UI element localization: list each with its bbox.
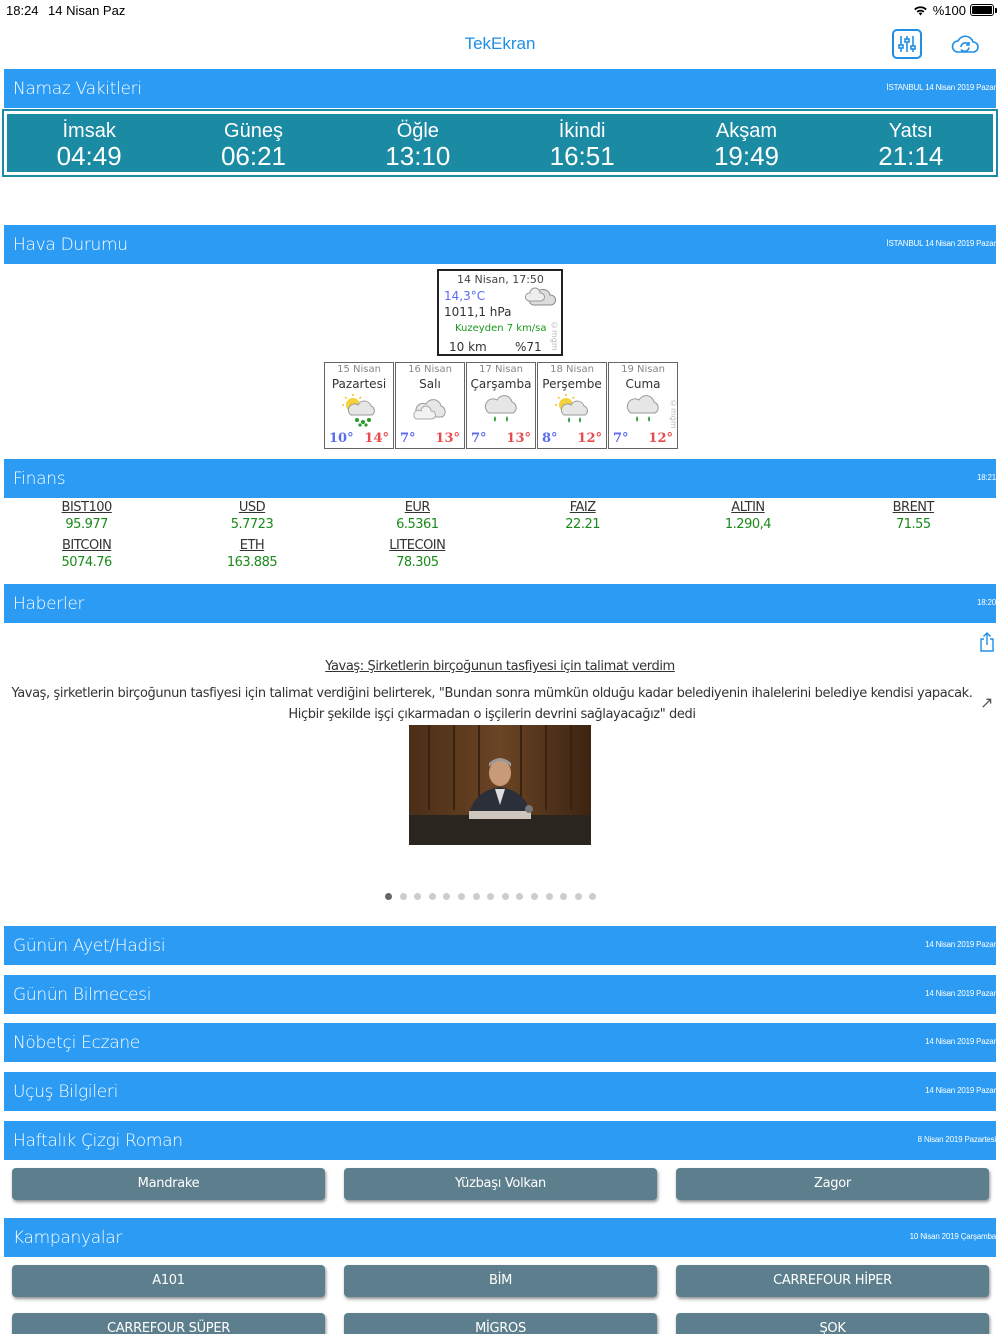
- prayer-name: Güneş: [224, 120, 283, 142]
- finance-item[interactable]: [831, 500, 996, 532]
- section-label: Uçuş Bilgileri: [13, 1082, 119, 1102]
- prayer-name: Öğle: [396, 120, 439, 142]
- forecast-dayname: Perşembe: [542, 377, 602, 391]
- finance-value: 5074.76: [61, 555, 112, 570]
- comic-button-zagor[interactable]: Zagor: [676, 1168, 989, 1200]
- page-dot[interactable]: [546, 893, 553, 900]
- finance-value: 78.305: [396, 555, 439, 570]
- prayer-times-panel: [4, 111, 996, 175]
- cloudy-icon: [525, 285, 557, 309]
- section-meta: İSTANBUL 14 Nisan 2019 Pazar: [886, 83, 996, 92]
- section-meta: 10 Nisan 2019 Çarşamba: [909, 1232, 996, 1241]
- cloud-refresh-icon: [950, 32, 980, 56]
- forecast-high: 12°: [648, 431, 673, 446]
- finance-key[interactable]: BRENT: [892, 500, 934, 515]
- news-pagination[interactable]: [385, 893, 596, 900]
- finance-value: 163.885: [226, 555, 278, 570]
- prayer-name: Akşam: [715, 120, 778, 142]
- page-dot[interactable]: [414, 893, 421, 900]
- weather-forecast: [324, 362, 678, 449]
- prayer-time: 21:14: [878, 141, 944, 171]
- finance-key[interactable]: ETH: [239, 538, 265, 553]
- finance-row: [4, 500, 996, 532]
- finance-item[interactable]: [169, 538, 334, 570]
- prayer-gunes: [171, 114, 335, 172]
- share-icon: [979, 632, 995, 652]
- finance-value: 71.55: [895, 517, 931, 532]
- finance-value: 6.5361: [396, 517, 439, 532]
- rain-icon: [623, 393, 663, 427]
- finance-item[interactable]: [335, 500, 500, 532]
- forecast-date: 17 Nisan: [479, 364, 523, 375]
- share-button[interactable]: [979, 632, 995, 657]
- campaign-button-carrefour-hiper[interactable]: CARREFOUR HİPER: [676, 1265, 989, 1297]
- prayer-name: İkindi: [558, 120, 606, 142]
- page-dot[interactable]: [502, 893, 509, 900]
- prayer-imsak: [7, 114, 171, 172]
- sliders-icon: [897, 34, 917, 54]
- page-dot[interactable]: [385, 893, 392, 900]
- forecast-dayname: Çarşamba: [470, 377, 532, 391]
- status-time: 18:24: [6, 3, 39, 18]
- prayer-ikindi: [500, 114, 664, 172]
- section-label: Haftalık Çizgi Roman: [13, 1131, 183, 1151]
- section-meta: 14 Nisan 2019 Pazar: [925, 940, 996, 949]
- forecast-high: 13°: [435, 431, 460, 446]
- campaign-buttons-row: [12, 1313, 992, 1334]
- finance-value: 5.7723: [230, 517, 274, 532]
- finance-item[interactable]: [169, 500, 334, 532]
- section-label: Namaz Vakitleri: [13, 79, 142, 99]
- rain-icon: [481, 393, 521, 427]
- battery-icon: [970, 4, 994, 16]
- forecast-high: 14°: [364, 431, 389, 446]
- news-body: Yavaş, şirketlerin birçoğunun tasfiyesi için talimat verdiğini belirterek, "Bundan sonra mümkün olduğu kadar belediyenin ihalelerini belediye kendisi yapacak. Hiçbir şekilde işçi çıkarmadan o işçilerin devrini sağlayacağız" dedi: [11, 686, 973, 722]
- section-meta: 18:21: [976, 473, 996, 482]
- weather-credit: ©mgm: [669, 399, 678, 429]
- page-dot[interactable]: [458, 893, 465, 900]
- forecast-day: [537, 362, 607, 449]
- comics-buttons: [12, 1168, 992, 1200]
- prayer-times-header[interactable]: [4, 69, 996, 108]
- finance-value: 1.290,4: [724, 517, 772, 532]
- weather-now-temp: 14,3°C: [444, 289, 486, 303]
- page-dot[interactable]: [560, 893, 567, 900]
- page-dot[interactable]: [443, 893, 450, 900]
- section-label: Haberler: [13, 594, 85, 614]
- comic-button-yuzbasi-volkan[interactable]: Yüzbaşı Volkan: [344, 1168, 657, 1200]
- page-dot[interactable]: [400, 893, 407, 900]
- forecast-day: [395, 362, 465, 449]
- forecast-low: 7°: [613, 431, 629, 446]
- finance-key[interactable]: BITCOIN: [62, 538, 112, 553]
- battery-percent: %100: [932, 3, 966, 18]
- page-dot[interactable]: [531, 893, 538, 900]
- finance-row: [4, 538, 996, 570]
- forecast-dayname: Salı: [419, 377, 441, 391]
- riddle-header[interactable]: [4, 975, 996, 1014]
- nav-bar: [0, 20, 1000, 68]
- campaign-buttons-row: [12, 1265, 992, 1297]
- prayer-time: 06:21: [220, 141, 287, 171]
- finance-header[interactable]: [4, 459, 996, 498]
- campaign-button-sok[interactable]: ŞOK: [676, 1313, 989, 1334]
- section-label: Hava Durumu: [13, 235, 128, 255]
- section-label: Finans: [13, 469, 66, 489]
- forecast-day: [324, 362, 394, 449]
- weather-now-wind: Kuzeyden 7 km/sa: [455, 323, 547, 334]
- finance-value: 95.977: [65, 517, 108, 532]
- finance-item[interactable]: [335, 538, 500, 570]
- section-meta: 14 Nisan 2019 Pazar: [925, 1086, 996, 1095]
- refresh-button[interactable]: [950, 29, 980, 59]
- weather-credit: ©mgm: [550, 321, 559, 351]
- forecast-date: 15 Nisan: [337, 364, 381, 375]
- status-bar: [0, 0, 1000, 20]
- finance-key[interactable]: EUR: [404, 500, 430, 515]
- forecast-high: 13°: [506, 431, 531, 446]
- forecast-date: 16 Nisan: [408, 364, 452, 375]
- campaigns-header[interactable]: [4, 1218, 996, 1257]
- news-photo[interactable]: [409, 725, 591, 845]
- forecast-low: 7°: [400, 431, 416, 446]
- prayer-time: 04:49: [56, 141, 122, 171]
- prayer-yatsi: [829, 114, 993, 172]
- weather-current-card: [437, 269, 563, 356]
- campaign-button-a101[interactable]: A101: [12, 1265, 325, 1297]
- finance-key[interactable]: ALTIN: [731, 500, 765, 515]
- forecast-high: 12°: [577, 431, 602, 446]
- prayer-time: 19:49: [713, 141, 780, 171]
- news-title-link[interactable]: Yavaş: Şirketlerin birçoğunun tasfiyesi için talimat verdim: [325, 659, 675, 674]
- page-dot[interactable]: [516, 893, 523, 900]
- finance-item[interactable]: [4, 500, 169, 532]
- forecast-low: 7°: [471, 431, 487, 446]
- page-dot[interactable]: [473, 893, 480, 900]
- open-article-icon[interactable]: ↗: [980, 695, 994, 712]
- finance-item[interactable]: [665, 500, 830, 532]
- section-meta: 14 Nisan 2019 Pazar: [925, 1037, 996, 1046]
- news-header[interactable]: [4, 584, 996, 623]
- page-dot[interactable]: [487, 893, 494, 900]
- page-dot[interactable]: [429, 893, 436, 900]
- prayer-name: Yatsı: [888, 120, 933, 142]
- settings-button[interactable]: [892, 29, 922, 59]
- weather-now-visibility: 10 km: [449, 340, 487, 354]
- sun-rain-icon: [552, 393, 592, 427]
- section-label: Nöbetçi Eczane: [13, 1033, 140, 1053]
- finance-key[interactable]: LITECOIN: [389, 538, 446, 553]
- section-meta: İSTANBUL 14 Nisan 2019 Pazar: [886, 239, 996, 248]
- forecast-dayname: Cuma: [625, 377, 661, 391]
- prayer-aksam: [664, 114, 828, 172]
- pharmacy-header[interactable]: [4, 1023, 996, 1062]
- weather-now-date: 14 Nisan, 17:50: [457, 273, 544, 286]
- campaign-button-bim[interactable]: BİM: [344, 1265, 657, 1297]
- forecast-low: 10°: [329, 431, 354, 446]
- wifi-icon: [913, 5, 928, 16]
- forecast-date: 19 Nisan: [621, 364, 665, 375]
- prayer-time: 13:10: [385, 141, 451, 171]
- page-dot[interactable]: [589, 893, 596, 900]
- finance-key[interactable]: FAIZ: [569, 500, 596, 515]
- campaign-button-migros[interactable]: MİGROS: [344, 1313, 657, 1334]
- campaign-button-carrefour-super[interactable]: CARREFOUR SÜPER: [12, 1313, 325, 1334]
- sun-rain-icon: [339, 393, 379, 427]
- finance-value: 22.21: [565, 517, 600, 532]
- section-label: Günün Bilmecesi: [13, 985, 152, 1005]
- verse-header[interactable]: [4, 926, 996, 965]
- app-title: TekEkran: [464, 34, 536, 53]
- finance-item[interactable]: [500, 500, 665, 532]
- comic-button-mandrake[interactable]: Mandrake: [12, 1168, 325, 1200]
- weather-now-humidity: %71: [515, 340, 542, 354]
- section-label: Kampanyalar: [13, 1228, 123, 1248]
- prayer-name: İmsak: [62, 120, 116, 142]
- forecast-date: 18 Nisan: [550, 364, 594, 375]
- finance-item[interactable]: [4, 538, 169, 570]
- prayer-ogle: [336, 114, 500, 172]
- status-date: 14 Nisan Paz: [48, 3, 126, 18]
- section-meta: 8 Nisan 2019 Pazartesi: [917, 1135, 996, 1144]
- forecast-low: 8°: [542, 431, 558, 446]
- section-label: Günün Ayet/Hadisi: [13, 936, 166, 956]
- forecast-day: [608, 362, 678, 449]
- finance-key[interactable]: USD: [238, 500, 266, 515]
- weather-header[interactable]: [4, 225, 996, 264]
- section-meta: 14 Nisan 2019 Pazar: [925, 989, 996, 998]
- forecast-day: [466, 362, 536, 449]
- page-dot[interactable]: [575, 893, 582, 900]
- comics-header[interactable]: [4, 1121, 996, 1160]
- prayer-time: 16:51: [549, 141, 615, 171]
- forecast-dayname: Pazartesi: [331, 377, 387, 391]
- flights-header[interactable]: [4, 1072, 996, 1111]
- cloud-icon: [410, 393, 450, 427]
- finance-key[interactable]: BIST100: [61, 500, 112, 515]
- weather-now-pressure: 1011,1 hPa: [444, 305, 512, 319]
- section-meta: 18:20: [976, 598, 996, 607]
